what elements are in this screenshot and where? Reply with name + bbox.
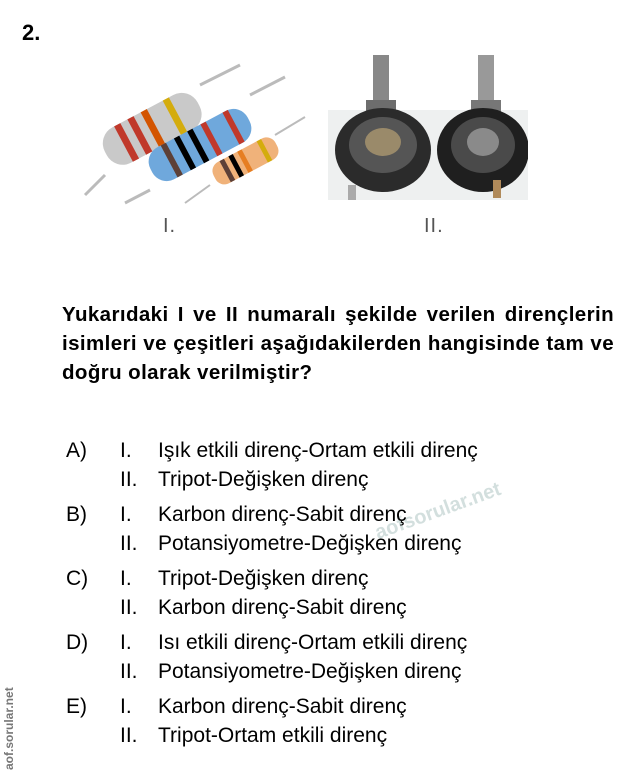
potentiometer-left-image: [335, 55, 431, 200]
option-text: Potansiyometre-Değişken direnç: [158, 532, 462, 555]
option-text: Tripot-Değişken direnç: [158, 468, 369, 491]
option-text: Tripot-Değişken direnç: [158, 567, 369, 590]
figure-label-2: II.: [424, 215, 444, 237]
option-letter: C): [66, 567, 89, 590]
watermark-side: aof.sorular.net: [2, 687, 16, 770]
option-text: Karbon direnç-Sabit direnç: [158, 503, 407, 526]
option-letter: A): [66, 439, 87, 462]
roman-numeral: II.: [120, 596, 138, 619]
option-text: Karbon direnç-Sabit direnç: [158, 695, 407, 718]
roman-numeral: II.: [120, 532, 138, 555]
option-text: Işık etkili direnç-Ortam etkili direnç: [158, 439, 478, 462]
question-stem: Yukarıdaki I ve II numaralı şekilde verilen dirençlerin isimleri ve çeşitleri aşağıdakilerden hangisinde tam ve doğru olarak verilmiştir?: [62, 303, 614, 384]
figure-resistors: [80, 55, 310, 205]
option-letter: D): [66, 631, 89, 654]
roman-numeral: II.: [120, 468, 138, 491]
roman-numeral: I.: [120, 631, 132, 654]
roman-numeral: II.: [120, 724, 138, 747]
option-text: Isı etkili direnç-Ortam etkili direnç: [158, 631, 468, 654]
roman-numeral: I.: [120, 567, 132, 590]
figure-potentiometers: [328, 50, 528, 200]
roman-numeral: I.: [120, 439, 132, 462]
option-text: Tripot-Ortam etkili direnç: [158, 724, 388, 747]
roman-numeral: II.: [120, 660, 138, 683]
option-text: Potansiyometre-Değişken direnç: [158, 660, 462, 683]
option-letter: E): [66, 695, 87, 718]
option-letter: B): [66, 503, 87, 526]
roman-numeral: I.: [120, 503, 132, 526]
option-text: Karbon direnç-Sabit direnç: [158, 596, 407, 619]
watermark-center: aofsorular.net: [372, 478, 504, 544]
question-number: 2.: [22, 20, 41, 45]
figure-label-1: I.: [163, 215, 177, 237]
roman-numeral: I.: [120, 695, 132, 718]
potentiometer-right-image: [437, 55, 528, 198]
